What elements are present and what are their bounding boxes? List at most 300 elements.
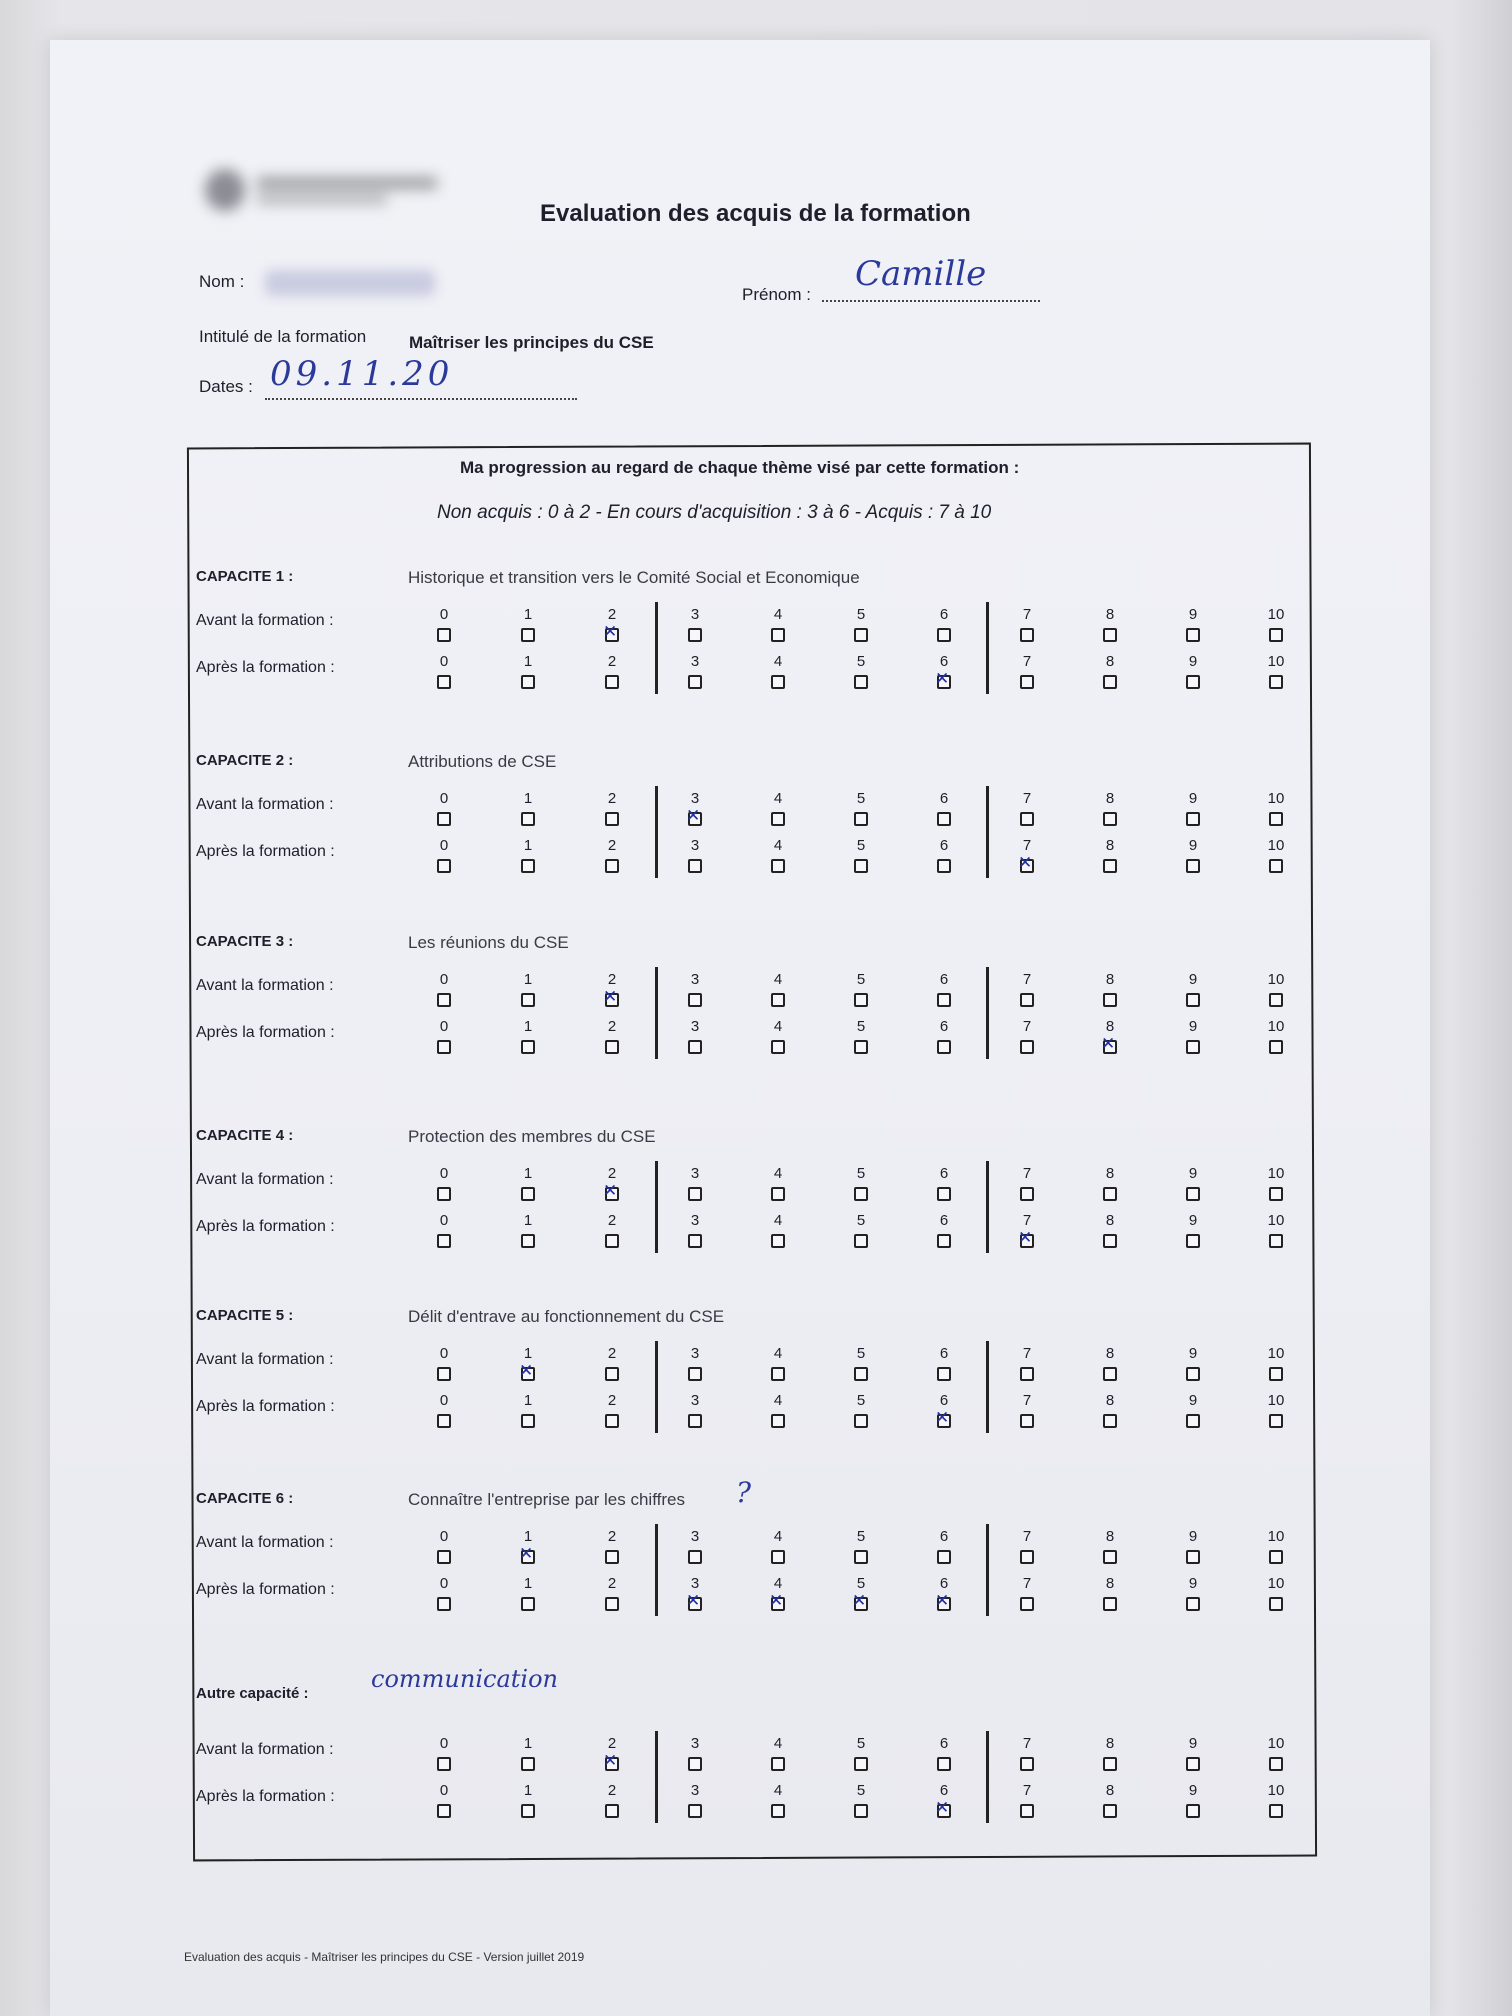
- score-number: 4: [773, 1392, 783, 1409]
- intitule-value: Maîtriser les principes du CSE: [409, 333, 654, 352]
- before-score-checkbox-7[interactable]: [1020, 1757, 1034, 1771]
- score-number: 0: [439, 1165, 449, 1182]
- score-number: 2: [607, 1782, 617, 1799]
- category-separator-1: [655, 1524, 658, 1616]
- before-score-checkbox-3[interactable]: [688, 1367, 702, 1381]
- score-number: 6: [939, 790, 949, 807]
- after-score-checkbox-4[interactable]: [771, 859, 785, 873]
- after-score-checkbox-4[interactable]: [771, 1040, 785, 1054]
- score-number: 3: [690, 1782, 700, 1799]
- score-number: 0: [439, 1392, 449, 1409]
- score-number: 4: [773, 606, 783, 623]
- before-score-checkbox-6[interactable]: [937, 1757, 951, 1771]
- after-score-checkbox-4[interactable]: [771, 675, 785, 689]
- score-number: 5: [856, 1345, 866, 1362]
- score-number: 7: [1022, 790, 1032, 807]
- score-number: 8: [1105, 1528, 1115, 1545]
- before-score-checkbox-4[interactable]: [771, 1187, 785, 1201]
- score-number: 8: [1105, 1018, 1115, 1035]
- score-number: 2: [607, 1165, 617, 1182]
- before-score-checkbox-0[interactable]: [437, 812, 451, 826]
- score-number: 8: [1105, 1782, 1115, 1799]
- prenom-label: Prénom :: [742, 285, 811, 304]
- score-number: 6: [939, 1782, 949, 1799]
- after-score-checkbox-3[interactable]: [688, 1597, 702, 1611]
- other-capacity-handwritten: communication: [371, 1665, 558, 1693]
- after-score-checkbox-1[interactable]: [521, 675, 535, 689]
- score-number: 2: [607, 971, 617, 988]
- score-number: 7: [1022, 1528, 1032, 1545]
- before-score-checkbox-1[interactable]: [521, 1187, 535, 1201]
- category-separator-1: [655, 1161, 658, 1253]
- after-score-checkbox-3[interactable]: [688, 1804, 702, 1818]
- before-score-checkbox-5[interactable]: [854, 993, 868, 1007]
- before-score-checkbox-7[interactable]: [1020, 1550, 1034, 1564]
- score-number: 8: [1105, 1165, 1115, 1182]
- category-separator-2: [986, 786, 989, 878]
- score-number: 5: [856, 653, 866, 670]
- after-score-checkbox-5[interactable]: [854, 1597, 868, 1611]
- score-number: 8: [1105, 653, 1115, 670]
- after-score-checkbox-8[interactable]: [1103, 1804, 1117, 1818]
- after-score-checkbox-6[interactable]: [937, 1234, 951, 1248]
- before-score-checkbox-5[interactable]: [854, 1367, 868, 1381]
- score-number: 10: [1267, 1165, 1285, 1182]
- before-score-checkbox-8[interactable]: [1103, 1550, 1117, 1564]
- category-separator-1: [655, 967, 658, 1059]
- after-score-checkbox-2[interactable]: [605, 1414, 619, 1428]
- before-score-checkbox-5[interactable]: [854, 628, 868, 642]
- score-number: 3: [690, 1165, 700, 1182]
- after-score-checkbox-7[interactable]: [1020, 859, 1034, 873]
- before-score-checkbox-9[interactable]: [1186, 812, 1200, 826]
- capacity-block-1: [196, 568, 1306, 738]
- before-score-checkbox-9[interactable]: [1186, 1367, 1200, 1381]
- capacity-block-2: [196, 752, 1306, 922]
- score-number: 8: [1105, 790, 1115, 807]
- category-separator-1: [655, 602, 658, 694]
- score-number: 8: [1105, 1735, 1115, 1752]
- footer-text: Evaluation des acquis - Maîtriser les principes du CSE - Version juillet 2019: [184, 1950, 585, 1964]
- before-score-checkbox-2[interactable]: [605, 812, 619, 826]
- score-number: 2: [607, 837, 617, 854]
- before-score-checkbox-4[interactable]: [771, 993, 785, 1007]
- before-score-checkbox-3[interactable]: [688, 1187, 702, 1201]
- capacity-label: CAPACITE 5 :: [196, 1307, 294, 1324]
- score-number: 2: [607, 1345, 617, 1362]
- after-score-checkbox-10[interactable]: [1269, 1040, 1283, 1054]
- score-number: 1: [523, 1735, 533, 1752]
- before-score-checkbox-0[interactable]: [437, 628, 451, 642]
- score-number: 6: [939, 1575, 949, 1592]
- before-formation-label: Avant la formation :: [196, 977, 334, 994]
- score-number: 6: [939, 837, 949, 854]
- after-score-checkbox-0[interactable]: [437, 675, 451, 689]
- before-score-checkbox-3[interactable]: [688, 1757, 702, 1771]
- after-score-checkbox-10[interactable]: [1269, 1597, 1283, 1611]
- before-score-checkbox-2[interactable]: [605, 1550, 619, 1564]
- score-number: 3: [690, 790, 700, 807]
- after-score-checkbox-6[interactable]: [937, 1040, 951, 1054]
- after-score-checkbox-10[interactable]: [1269, 675, 1283, 689]
- dates-dotted-line: [265, 398, 577, 400]
- after-score-checkbox-7[interactable]: [1020, 1414, 1034, 1428]
- prenom-handwritten: Camille: [855, 254, 987, 294]
- score-number: 6: [939, 1018, 949, 1035]
- after-score-checkbox-5[interactable]: [854, 1040, 868, 1054]
- category-separator-1: [655, 786, 658, 878]
- before-score-checkbox-5[interactable]: [854, 1757, 868, 1771]
- before-score-checkbox-5[interactable]: [854, 1550, 868, 1564]
- before-score-checkbox-1[interactable]: [521, 812, 535, 826]
- before-score-checkbox-1[interactable]: [521, 993, 535, 1007]
- before-score-checkbox-5[interactable]: [854, 812, 868, 826]
- before-score-checkbox-1[interactable]: [521, 1757, 535, 1771]
- score-number: 2: [607, 790, 617, 807]
- after-score-checkbox-7[interactable]: [1020, 1597, 1034, 1611]
- after-score-checkbox-7[interactable]: [1020, 1040, 1034, 1054]
- before-formation-label: Avant la formation :: [196, 796, 334, 813]
- after-score-checkbox-3[interactable]: [688, 1414, 702, 1428]
- before-score-checkbox-4[interactable]: [771, 1757, 785, 1771]
- score-number: 4: [773, 1018, 783, 1035]
- after-score-checkbox-2[interactable]: [605, 1804, 619, 1818]
- score-number: 0: [439, 971, 449, 988]
- score-number: 9: [1188, 1212, 1198, 1229]
- before-score-checkbox-7[interactable]: [1020, 1367, 1034, 1381]
- after-score-checkbox-9[interactable]: [1186, 675, 1200, 689]
- page-title: Evaluation des acquis de la formation: [540, 200, 971, 227]
- score-number: 4: [773, 1528, 783, 1545]
- score-number: 9: [1188, 1392, 1198, 1409]
- after-score-checkbox-1[interactable]: [521, 859, 535, 873]
- before-score-checkbox-2[interactable]: [605, 993, 619, 1007]
- before-score-checkbox-8[interactable]: [1103, 1187, 1117, 1201]
- score-number: 6: [939, 1212, 949, 1229]
- score-number: 5: [856, 606, 866, 623]
- after-score-checkbox-2[interactable]: [605, 1040, 619, 1054]
- after-score-checkbox-6[interactable]: [937, 859, 951, 873]
- score-number: 0: [439, 1735, 449, 1752]
- before-score-checkbox-2[interactable]: [605, 1757, 619, 1771]
- score-number: 0: [439, 606, 449, 623]
- after-score-checkbox-8[interactable]: [1103, 1414, 1117, 1428]
- after-score-checkbox-9[interactable]: [1186, 1234, 1200, 1248]
- before-score-checkbox-6[interactable]: [937, 1367, 951, 1381]
- before-score-checkbox-0[interactable]: [437, 1757, 451, 1771]
- after-score-checkbox-4[interactable]: [771, 1804, 785, 1818]
- score-number: 1: [523, 653, 533, 670]
- score-number: 5: [856, 1212, 866, 1229]
- score-number: 9: [1188, 606, 1198, 623]
- after-score-checkbox-10[interactable]: [1269, 1414, 1283, 1428]
- after-score-checkbox-9[interactable]: [1186, 1804, 1200, 1818]
- after-score-checkbox-4[interactable]: [771, 1597, 785, 1611]
- before-score-checkbox-5[interactable]: [854, 1187, 868, 1201]
- after-score-checkbox-8[interactable]: [1103, 1040, 1117, 1054]
- category-separator-2: [986, 1731, 989, 1823]
- after-score-checkbox-6[interactable]: [937, 1597, 951, 1611]
- after-score-checkbox-8[interactable]: [1103, 859, 1117, 873]
- after-formation-label: Après la formation :: [196, 1788, 335, 1805]
- before-score-checkbox-1[interactable]: [521, 1367, 535, 1381]
- after-score-checkbox-1[interactable]: [521, 1234, 535, 1248]
- before-score-checkbox-0[interactable]: [437, 993, 451, 1007]
- after-score-checkbox-8[interactable]: [1103, 1597, 1117, 1611]
- score-number: 8: [1105, 1212, 1115, 1229]
- score-number: 10: [1267, 1018, 1285, 1035]
- score-number: 5: [856, 790, 866, 807]
- capacity-label: CAPACITE 2 :: [196, 752, 294, 769]
- after-score-checkbox-0[interactable]: [437, 1040, 451, 1054]
- score-number: 6: [939, 971, 949, 988]
- score-number: 10: [1267, 1528, 1285, 1545]
- after-score-checkbox-0[interactable]: [437, 1804, 451, 1818]
- category-separator-2: [986, 967, 989, 1059]
- score-number: 2: [607, 1575, 617, 1592]
- after-score-checkbox-9[interactable]: [1186, 859, 1200, 873]
- before-score-checkbox-0[interactable]: [437, 1187, 451, 1201]
- score-number: 4: [773, 1212, 783, 1229]
- after-score-checkbox-7[interactable]: [1020, 1234, 1034, 1248]
- after-score-checkbox-6[interactable]: [937, 1804, 951, 1818]
- capacity-theme: Connaître l'entreprise par les chiffres: [408, 1490, 685, 1509]
- category-separator-2: [986, 602, 989, 694]
- before-score-checkbox-9[interactable]: [1186, 1757, 1200, 1771]
- score-number: 7: [1022, 837, 1032, 854]
- score-number: 6: [939, 606, 949, 623]
- after-score-checkbox-10[interactable]: [1269, 1234, 1283, 1248]
- before-score-checkbox-7[interactable]: [1020, 1187, 1034, 1201]
- score-number: 7: [1022, 1782, 1032, 1799]
- score-number: 10: [1267, 1345, 1285, 1362]
- before-score-checkbox-0[interactable]: [437, 1367, 451, 1381]
- after-score-checkbox-5[interactable]: [854, 675, 868, 689]
- capacity-label: CAPACITE 3 :: [196, 933, 294, 950]
- score-number: 3: [690, 971, 700, 988]
- before-score-checkbox-10[interactable]: [1269, 1187, 1283, 1201]
- before-score-checkbox-9[interactable]: [1186, 1550, 1200, 1564]
- score-number: 2: [607, 606, 617, 623]
- score-number: 2: [607, 1212, 617, 1229]
- after-score-checkbox-0[interactable]: [437, 1234, 451, 1248]
- before-score-checkbox-8[interactable]: [1103, 628, 1117, 642]
- after-score-checkbox-3[interactable]: [688, 675, 702, 689]
- score-number: 2: [607, 653, 617, 670]
- before-score-checkbox-2[interactable]: [605, 628, 619, 642]
- score-number: 0: [439, 790, 449, 807]
- before-score-checkbox-6[interactable]: [937, 628, 951, 642]
- score-number: 9: [1188, 971, 1198, 988]
- score-number: 5: [856, 1735, 866, 1752]
- score-number: 4: [773, 1165, 783, 1182]
- after-formation-label: Après la formation :: [196, 659, 335, 676]
- nom-value-redacted: [265, 270, 435, 296]
- after-score-checkbox-6[interactable]: [937, 1414, 951, 1428]
- before-score-checkbox-4[interactable]: [771, 1367, 785, 1381]
- before-score-checkbox-8[interactable]: [1103, 812, 1117, 826]
- before-score-checkbox-4[interactable]: [771, 1550, 785, 1564]
- after-score-checkbox-3[interactable]: [688, 1040, 702, 1054]
- before-score-checkbox-8[interactable]: [1103, 1757, 1117, 1771]
- score-number: 9: [1188, 1345, 1198, 1362]
- score-number: 1: [523, 606, 533, 623]
- score-number: 5: [856, 971, 866, 988]
- before-formation-label: Avant la formation :: [196, 1534, 334, 1551]
- before-score-checkbox-8[interactable]: [1103, 1367, 1117, 1381]
- score-number: 0: [439, 837, 449, 854]
- score-number: 1: [523, 1018, 533, 1035]
- score-number: 4: [773, 1735, 783, 1752]
- score-number: 3: [690, 1575, 700, 1592]
- score-number: 10: [1267, 1212, 1285, 1229]
- after-score-checkbox-9[interactable]: [1186, 1040, 1200, 1054]
- after-score-checkbox-10[interactable]: [1269, 859, 1283, 873]
- before-score-checkbox-2[interactable]: [605, 1187, 619, 1201]
- before-score-checkbox-3[interactable]: [688, 1550, 702, 1564]
- score-number: 9: [1188, 1165, 1198, 1182]
- after-score-checkbox-0[interactable]: [437, 859, 451, 873]
- after-score-checkbox-2[interactable]: [605, 675, 619, 689]
- before-score-checkbox-3[interactable]: [688, 812, 702, 826]
- after-score-checkbox-6[interactable]: [937, 675, 951, 689]
- after-score-checkbox-4[interactable]: [771, 1414, 785, 1428]
- after-score-checkbox-1[interactable]: [521, 1040, 535, 1054]
- before-score-checkbox-7[interactable]: [1020, 628, 1034, 642]
- capacity-label: CAPACITE 1 :: [196, 568, 294, 585]
- score-number: 0: [439, 1528, 449, 1545]
- before-score-checkbox-6[interactable]: [937, 1550, 951, 1564]
- after-score-checkbox-3[interactable]: [688, 1234, 702, 1248]
- before-score-checkbox-10[interactable]: [1269, 1550, 1283, 1564]
- before-score-checkbox-10[interactable]: [1269, 1757, 1283, 1771]
- score-number: 1: [523, 837, 533, 854]
- after-formation-label: Après la formation :: [196, 1398, 335, 1415]
- after-score-checkbox-5[interactable]: [854, 1804, 868, 1818]
- before-score-checkbox-10[interactable]: [1269, 1367, 1283, 1381]
- before-score-checkbox-1[interactable]: [521, 1550, 535, 1564]
- category-separator-1: [655, 1341, 658, 1433]
- before-score-checkbox-1[interactable]: [521, 628, 535, 642]
- score-number: 2: [607, 1392, 617, 1409]
- after-score-checkbox-0[interactable]: [437, 1414, 451, 1428]
- after-score-checkbox-1[interactable]: [521, 1804, 535, 1818]
- after-score-checkbox-7[interactable]: [1020, 1804, 1034, 1818]
- score-number: 1: [523, 1345, 533, 1362]
- score-number: 5: [856, 1782, 866, 1799]
- after-score-checkbox-4[interactable]: [771, 1234, 785, 1248]
- before-score-checkbox-10[interactable]: [1269, 812, 1283, 826]
- score-number: 3: [690, 1212, 700, 1229]
- score-number: 7: [1022, 971, 1032, 988]
- after-score-checkbox-9[interactable]: [1186, 1414, 1200, 1428]
- score-number: 10: [1267, 971, 1285, 988]
- score-number: 7: [1022, 1575, 1032, 1592]
- before-score-checkbox-0[interactable]: [437, 1550, 451, 1564]
- before-formation-label: Avant la formation :: [196, 1351, 334, 1368]
- score-number: 6: [939, 1528, 949, 1545]
- before-score-checkbox-7[interactable]: [1020, 993, 1034, 1007]
- after-score-checkbox-5[interactable]: [854, 859, 868, 873]
- score-number: 0: [439, 653, 449, 670]
- capacity-theme: Protection des membres du CSE: [408, 1127, 656, 1146]
- after-score-checkbox-2[interactable]: [605, 1234, 619, 1248]
- score-number: 10: [1267, 1575, 1285, 1592]
- dates-handwritten: 09.11.20: [270, 354, 454, 394]
- capacity-label: CAPACITE 4 :: [196, 1127, 294, 1144]
- after-score-checkbox-8[interactable]: [1103, 1234, 1117, 1248]
- score-number: 6: [939, 1735, 949, 1752]
- after-score-checkbox-2[interactable]: [605, 859, 619, 873]
- after-score-checkbox-5[interactable]: [854, 1234, 868, 1248]
- score-number: 6: [939, 1392, 949, 1409]
- capacity-block-6: [196, 1476, 1306, 1660]
- after-score-checkbox-1[interactable]: [521, 1414, 535, 1428]
- before-score-checkbox-7[interactable]: [1020, 812, 1034, 826]
- score-number: 3: [690, 1528, 700, 1545]
- after-score-checkbox-3[interactable]: [688, 859, 702, 873]
- score-number: 3: [690, 1392, 700, 1409]
- score-number: 9: [1188, 1782, 1198, 1799]
- after-score-checkbox-8[interactable]: [1103, 675, 1117, 689]
- after-score-checkbox-9[interactable]: [1186, 1597, 1200, 1611]
- after-score-checkbox-0[interactable]: [437, 1597, 451, 1611]
- before-score-checkbox-9[interactable]: [1186, 628, 1200, 642]
- score-number: 7: [1022, 606, 1032, 623]
- after-score-checkbox-5[interactable]: [854, 1414, 868, 1428]
- score-number: 7: [1022, 1392, 1032, 1409]
- score-number: 0: [439, 1345, 449, 1362]
- after-formation-label: Après la formation :: [196, 1581, 335, 1598]
- score-number: 10: [1267, 1782, 1285, 1799]
- before-score-checkbox-3[interactable]: [688, 993, 702, 1007]
- prenom-dotted-line: [822, 300, 1040, 302]
- score-number: 7: [1022, 1212, 1032, 1229]
- score-number: 5: [856, 1528, 866, 1545]
- before-score-checkbox-6[interactable]: [937, 812, 951, 826]
- after-score-checkbox-7[interactable]: [1020, 675, 1034, 689]
- after-score-checkbox-10[interactable]: [1269, 1804, 1283, 1818]
- score-number: 4: [773, 653, 783, 670]
- before-score-checkbox-6[interactable]: [937, 993, 951, 1007]
- score-number: 10: [1267, 606, 1285, 623]
- capacity-block-7: [196, 1665, 1306, 1845]
- capacity-label: CAPACITE 6 :: [196, 1490, 294, 1507]
- before-score-checkbox-2[interactable]: [605, 1367, 619, 1381]
- score-number: 7: [1022, 1165, 1032, 1182]
- before-score-checkbox-4[interactable]: [771, 812, 785, 826]
- score-number: 9: [1188, 653, 1198, 670]
- before-score-checkbox-9[interactable]: [1186, 1187, 1200, 1201]
- before-score-checkbox-10[interactable]: [1269, 993, 1283, 1007]
- before-score-checkbox-10[interactable]: [1269, 628, 1283, 642]
- before-score-checkbox-6[interactable]: [937, 1187, 951, 1201]
- before-score-checkbox-8[interactable]: [1103, 993, 1117, 1007]
- before-score-checkbox-3[interactable]: [688, 628, 702, 642]
- category-separator-2: [986, 1524, 989, 1616]
- before-score-checkbox-9[interactable]: [1186, 993, 1200, 1007]
- score-number: 1: [523, 971, 533, 988]
- score-number: 1: [523, 1165, 533, 1182]
- capacity-block-3: [196, 933, 1306, 1103]
- score-number: 4: [773, 790, 783, 807]
- after-score-checkbox-1[interactable]: [521, 1597, 535, 1611]
- score-number: 9: [1188, 837, 1198, 854]
- score-number: 7: [1022, 1018, 1032, 1035]
- score-number: 8: [1105, 1575, 1115, 1592]
- after-score-checkbox-2[interactable]: [605, 1597, 619, 1611]
- before-score-checkbox-4[interactable]: [771, 628, 785, 642]
